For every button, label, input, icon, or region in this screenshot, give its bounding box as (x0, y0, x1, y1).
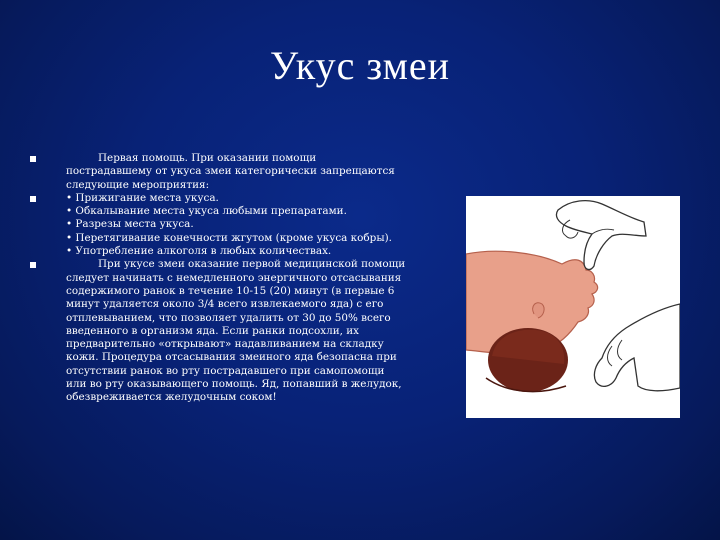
text-line: обезвреживается желудочным соком! (66, 391, 277, 404)
text-line: • Перетягивание конечности жгутом (кроме укуса кобры). (66, 231, 392, 244)
text-line: отплевыванием, что позволяет удалить от 30 до 50% всего (66, 311, 391, 324)
paragraph2-first-line: При укусе змеи оказание первой медицинской помощи (98, 258, 406, 271)
text-line: следующие мероприятия: (66, 178, 210, 191)
text-line: содержимого ранок в течение 10-15 (20) минут (в первые 6 (66, 284, 395, 297)
list-item (30, 192, 450, 258)
text-line: пострадавшему от укуса змеи категорически запрещаются (66, 165, 395, 178)
text-line: • Обкалывание места укуса любыми препаратами. (66, 205, 347, 218)
bullet-icon (30, 262, 36, 268)
text-line: • Употребление алкоголя в любых количествах. (66, 245, 332, 258)
slide-title: Укус змеи (269, 43, 451, 88)
first-aid-head-tilt-icon (466, 196, 680, 418)
bullet-icon (30, 196, 36, 202)
paragraph1-heading: Первая помощь. (98, 152, 188, 164)
list-item (30, 152, 450, 192)
text-line: введенного в организм яда. Если ранки подсохли, их (66, 324, 360, 337)
slide-content (30, 152, 450, 405)
text-line: или во рту оказывающего помощь. Яд, попавший в желудок, (66, 378, 402, 391)
text-line: кожи. Процедура отсасывания змеиного яда безопасна при (66, 351, 397, 364)
text-line: • Разрезы места укуса. (66, 218, 194, 231)
text-line: следует начинать с немедленного энергичного отсасывания (66, 271, 402, 284)
text-line: отсутствии ранок во рту пострадавшего при самопомощи (66, 364, 385, 377)
text-line: предварительно «открывают» надавливанием на складку (66, 338, 384, 351)
text-line: минут удаляется около 3/4 всего извлекаемого яда) с его (66, 298, 384, 311)
first-aid-illustration (466, 196, 680, 418)
bullet-icon (30, 156, 36, 162)
list-item (30, 258, 450, 404)
text-line: • Прижигание места укуса. (66, 191, 219, 204)
paragraph1-first-line: Первая помощь. При оказании помощи (98, 152, 317, 164)
